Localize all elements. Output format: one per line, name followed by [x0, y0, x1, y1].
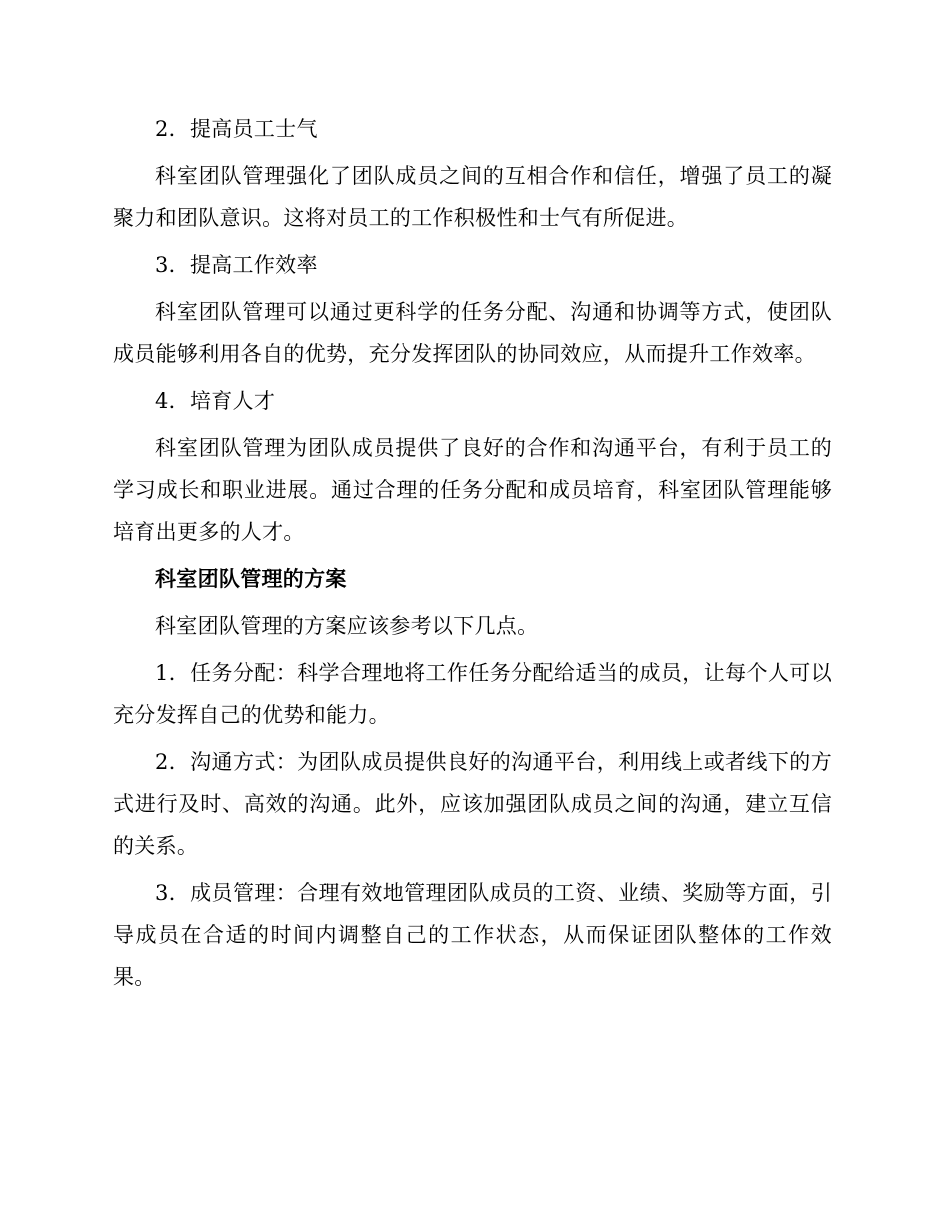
body-paragraph: 科室团队管理强化了团队成员之间的互相合作和信任，增强了员工的凝聚力和团队意识。这将对员工的工作积极性和士气有所促进。: [113, 164, 832, 230]
list-item: 1．任务分配：科学合理地将工作任务分配给适当的成员，让每个人可以充分发挥自己的优势和能力。: [113, 661, 832, 727]
list-item-heading: 4．培育人才: [155, 389, 276, 413]
list-item: 2．沟通方式：为团队成员提供良好的沟通平台，利用线上或者线下的方式进行及时、高效的沟通。此外，应该加强团队成员之间的沟通，建立互信的关系。: [113, 750, 832, 858]
list-item-heading: 2．提高员工士气: [155, 117, 318, 141]
list-item: 3．成员管理：合理有效地管理团队成员的工资、业绩、奖励等方面，引导成员在合适的时间内调整自己的工作状态，从而保证团队整体的工作效果。: [113, 881, 832, 989]
body-paragraph: 科室团队管理为团队成员提供了良好的合作和沟通平台，有利于员工的学习成长和职业进展。通过合理的任务分配和成员培育，科室团队管理能够培育出更多的人才。: [113, 436, 832, 544]
body-paragraph: 科室团队管理的方案应该参考以下几点。: [155, 614, 539, 638]
body-paragraph: 科室团队管理可以通过更科学的任务分配、沟通和协调等方式，使团队成员能够利用各自的优势，充分发挥团队的协同效应，从而提升工作效率。: [113, 300, 832, 366]
list-item-heading: 3．提高工作效率: [155, 253, 318, 277]
section-heading: 科室团队管理的方案: [155, 567, 347, 591]
